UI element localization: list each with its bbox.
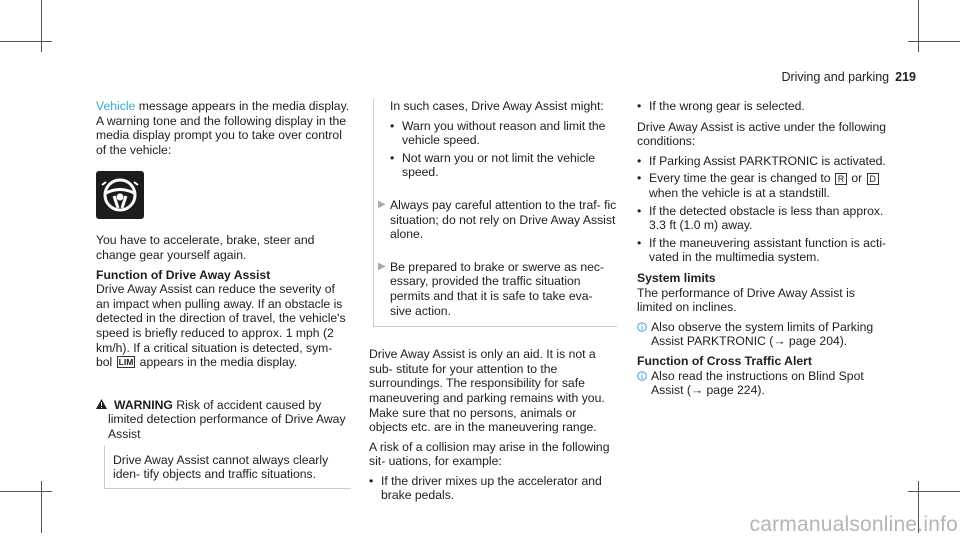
list-item: • If the driver mixes up the accelerator and brake pedals. bbox=[369, 474, 617, 503]
info-note: Also read the instructions on Blind Spot Assist (→ page 224). bbox=[637, 369, 887, 398]
warning-triangle-icon bbox=[96, 398, 107, 413]
section-title: Driving and parking bbox=[781, 70, 890, 84]
risk-list-continued bbox=[637, 99, 887, 114]
risk-paragraph: A risk of a collision may arise in the following sit- uations, for example: bbox=[369, 439, 610, 469]
page-ref-arrow: → bbox=[773, 334, 786, 349]
instruction-arrow-icon: ▶ bbox=[378, 260, 386, 272]
column-3 bbox=[637, 99, 887, 403]
warning-heading: WARNING Risk of accident caused by limited detection performance of Drive Away Assist bbox=[96, 398, 351, 442]
warning-label: WARNING bbox=[114, 397, 173, 412]
list-item: • If the detected obstacle is less than approx. 3.3 ft (1.0 m) away. bbox=[637, 204, 887, 233]
vehicle-message-label: Vehicle bbox=[96, 99, 136, 113]
intro-paragraph: Vehicle message appears in the media display. A warning tone and the following display in the media display prompt you to take over control of the vehicle: bbox=[96, 99, 350, 157]
info-note: Also observe the system limits of Parking Assist PARKTRONIC (→ page 204). bbox=[637, 320, 887, 349]
crop-mark bbox=[908, 491, 960, 492]
page-ref-link[interactable]: page 224). bbox=[703, 383, 765, 398]
crop-mark bbox=[918, 0, 919, 52]
gear-d-icon: D bbox=[867, 173, 879, 185]
risk-list bbox=[369, 474, 617, 503]
take-control-text: You have to accelerate, brake, steer and change gear yourself again. bbox=[96, 233, 315, 262]
warning-continued bbox=[373, 99, 617, 327]
column-2 bbox=[369, 99, 617, 509]
system-limits-heading: System limits bbox=[637, 270, 716, 285]
page-number: 219 bbox=[895, 70, 916, 84]
info-icon bbox=[637, 321, 647, 337]
warning-box bbox=[96, 398, 351, 489]
aid-paragraph: Drive Away Assist is only an aid. It is not a sub- stitute for your attention to the surroundings. The responsibility for safe maneuvering and parking remains with you. Make sure that no persons, animals or objects etc. are in the maneuvering range. bbox=[369, 347, 605, 435]
list-item: • If Parking Assist PARKTRONIC is activated. bbox=[637, 154, 887, 169]
crop-mark bbox=[41, 0, 42, 52]
active-conditions-intro: Drive Away Assist is active under the following conditions: bbox=[637, 119, 887, 149]
instruction-note: ▶ Always pay careful attention to the traf- fic situation; do not rely on Drive Away Assist alone. bbox=[378, 197, 617, 242]
page-ref-link[interactable]: page 204). bbox=[785, 334, 848, 349]
conditions-list bbox=[637, 154, 887, 265]
crop-mark bbox=[0, 41, 52, 42]
crop-mark bbox=[908, 41, 960, 42]
instruction-note: ▶ Be prepared to brake or swerve as nec- essary, provided the traffic situation permits and that it is safe to take eva- sive action. bbox=[378, 259, 605, 318]
watermark: carmanualsonline.info bbox=[749, 513, 958, 536]
info-icon bbox=[637, 370, 647, 386]
cases-list bbox=[390, 119, 617, 180]
system-limits-text: The performance of Drive Away Assist is limited on inclines. bbox=[637, 285, 855, 315]
page-ref-arrow: → bbox=[690, 383, 704, 398]
crop-mark bbox=[0, 491, 52, 492]
page-header bbox=[781, 70, 916, 85]
column-1 bbox=[96, 99, 351, 489]
list-item: • If the maneuvering assistant function is acti- vated in the multimedia system. bbox=[637, 236, 887, 265]
list-item: • Not warn you or not limit the vehicle speed. bbox=[390, 151, 617, 180]
cross-traffic-heading: Function of Cross Traffic Alert bbox=[637, 353, 812, 368]
cases-intro: In such cases, Drive Away Assist might: bbox=[390, 99, 604, 113]
gear-r-icon: R bbox=[835, 173, 847, 185]
list-item: • Warn you without reason and limit the vehicle speed. bbox=[390, 119, 617, 148]
function-paragraph: Drive Away Assist can reduce the severity of an impact when pulling away. If an obstacle is detected in the direction of travel, the vehicle's speed is briefly reduced to approx. 1 mph (2 km/h). If a critical situation is detected, sym- bol LIM appears in the media display. bbox=[96, 282, 346, 370]
steering-wheel-icon bbox=[96, 171, 144, 219]
warning-body: Drive Away Assist cannot always clearly iden- tify objects and traffic situations. bbox=[104, 446, 351, 489]
list-item: • Every time the gear is changed to R or D when the vehicle is at a standstill. bbox=[637, 171, 887, 200]
function-heading: Function of Drive Away Assist bbox=[96, 267, 271, 282]
crop-mark bbox=[41, 481, 42, 533]
lim-symbol-icon: LIM bbox=[118, 357, 134, 368]
instruction-arrow-icon: ▶ bbox=[378, 198, 386, 210]
list-item: • If the wrong gear is selected. bbox=[637, 99, 887, 114]
